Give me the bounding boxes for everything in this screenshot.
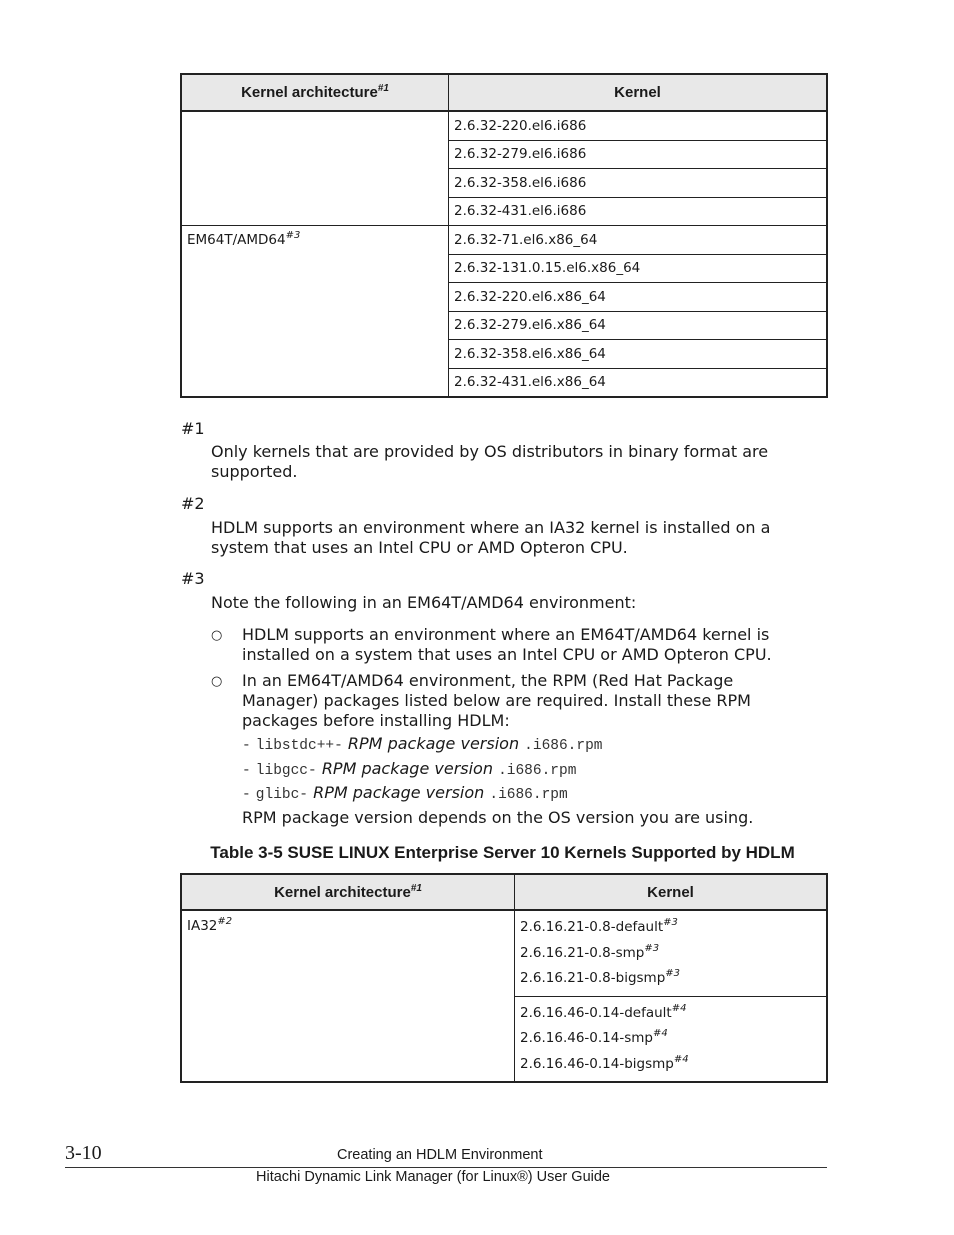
table-row — [181, 111, 827, 140]
rpm-footer-text: RPM package version depends on the OS version you are using. — [242, 808, 754, 827]
page-number: 3-10 — [65, 1142, 102, 1164]
column-header-kernel: Kernel — [515, 874, 828, 910]
table-row — [181, 226, 827, 255]
kernel-cell: 2.6.32-358.el6.x86_64 — [449, 340, 828, 369]
kernel-table-rhel6 — [180, 73, 828, 398]
footer-book-title: Hitachi Dynamic Link Manager (for Linux®) User Guide — [256, 1169, 610, 1185]
rpm-item-glibc: - glibc- RPM package version .i686.rpm — [242, 783, 568, 803]
kernel-entry: 2.6.16.21-0.8-smp$^{\#3}$ — [520, 942, 660, 961]
bullet-circle-icon: ○ — [211, 628, 223, 643]
column-header-architecture: Kernel architecture$^{\#1}$ — [181, 874, 515, 910]
table-row — [181, 910, 827, 996]
table-header-row — [181, 874, 827, 910]
kernel-cell: 2.6.32-279.el6.i686 — [449, 140, 828, 169]
arch-cell-em64t: EM64T/AMD64$^{\#3}$ — [181, 226, 449, 398]
kernel-cell: 2.6.32-131.0.15.el6.x86_64 — [449, 254, 828, 283]
kernel-cell: 2.6.32-279.el6.x86_64 — [449, 311, 828, 340]
footer-chapter-title: Creating an HDLM Environment — [337, 1147, 543, 1163]
note-3-label: #3 — [181, 569, 205, 588]
note-2-label: #2 — [181, 494, 205, 513]
kernel-cell: 2.6.32-220.el6.i686 — [449, 111, 828, 140]
rpm-item-libstdc: - libstdc++- RPM package version .i686.rpm — [242, 734, 603, 754]
kernel-entry: 2.6.16.21-0.8-default$^{\#3}$ — [520, 917, 678, 935]
kernel-cell: 2.6.32-358.el6.i686 — [449, 169, 828, 198]
kernel-cell: 2.6.32-431.el6.x86_64 — [449, 368, 828, 397]
kernel-cell: 2.6.32-431.el6.i686 — [449, 197, 828, 226]
note-2-text: HDLM supports an environment where an IA32 kernel is installed on a system that uses an Intel CPU or AMD Opteron CPU. — [211, 518, 771, 557]
kernel-cell: 2.6.32-71.el6.x86_64 — [449, 226, 828, 255]
bullet-1-text: HDLM supports an environment where an EM64T/AMD64 kernel is installed on a system that uses an Intel CPU or AMD Opteron CPU. — [242, 625, 772, 664]
kernel-group-cell — [515, 910, 828, 996]
note-1-text: Only kernels that are provided by OS distributors in binary format are supported. — [211, 442, 769, 481]
bullet-2-text: In an EM64T/AMD64 environment, the RPM (Red Hat Package Manager) packages listed below are required. Install these RPM packages before installing HDLM: — [242, 671, 751, 730]
kernel-entry: 2.6.16.46-0.14-default$^{\#4}$ — [520, 1002, 687, 1021]
kernel-group-cell — [515, 996, 828, 1082]
footer-divider — [65, 1167, 827, 1168]
table-header-row — [181, 74, 827, 111]
kernel-entry: 2.6.16.21-0.8-bigsmp$^{\#3}$ — [520, 968, 681, 986]
kernel-table-suse10 — [180, 873, 828, 1083]
kernel-entry: 2.6.16.46-0.14-smp$^{\#4}$ — [520, 1028, 668, 1046]
table-caption: Table 3-5 SUSE LINUX Enterprise Server 10 Kernels Supported by HDLM — [210, 843, 795, 862]
rpm-item-libgcc: - libgcc- RPM package version .i686.rpm — [242, 759, 577, 779]
arch-cell-empty — [181, 111, 449, 226]
kernel-entry: 2.6.16.46-0.14-bigsmp$^{\#4}$ — [520, 1053, 689, 1072]
arch-cell-ia32: IA32$^{\#2}$ — [181, 910, 515, 1082]
note-1-label: #1 — [181, 419, 205, 438]
note-3-intro: Note the following in an EM64T/AMD64 environment: — [211, 593, 637, 612]
column-header-kernel: Kernel — [449, 74, 828, 111]
kernel-cell: 2.6.32-220.el6.x86_64 — [449, 283, 828, 312]
column-header-architecture: Kernel architecture$^{\#1}$ — [181, 74, 449, 111]
bullet-circle-icon: ○ — [211, 674, 223, 689]
